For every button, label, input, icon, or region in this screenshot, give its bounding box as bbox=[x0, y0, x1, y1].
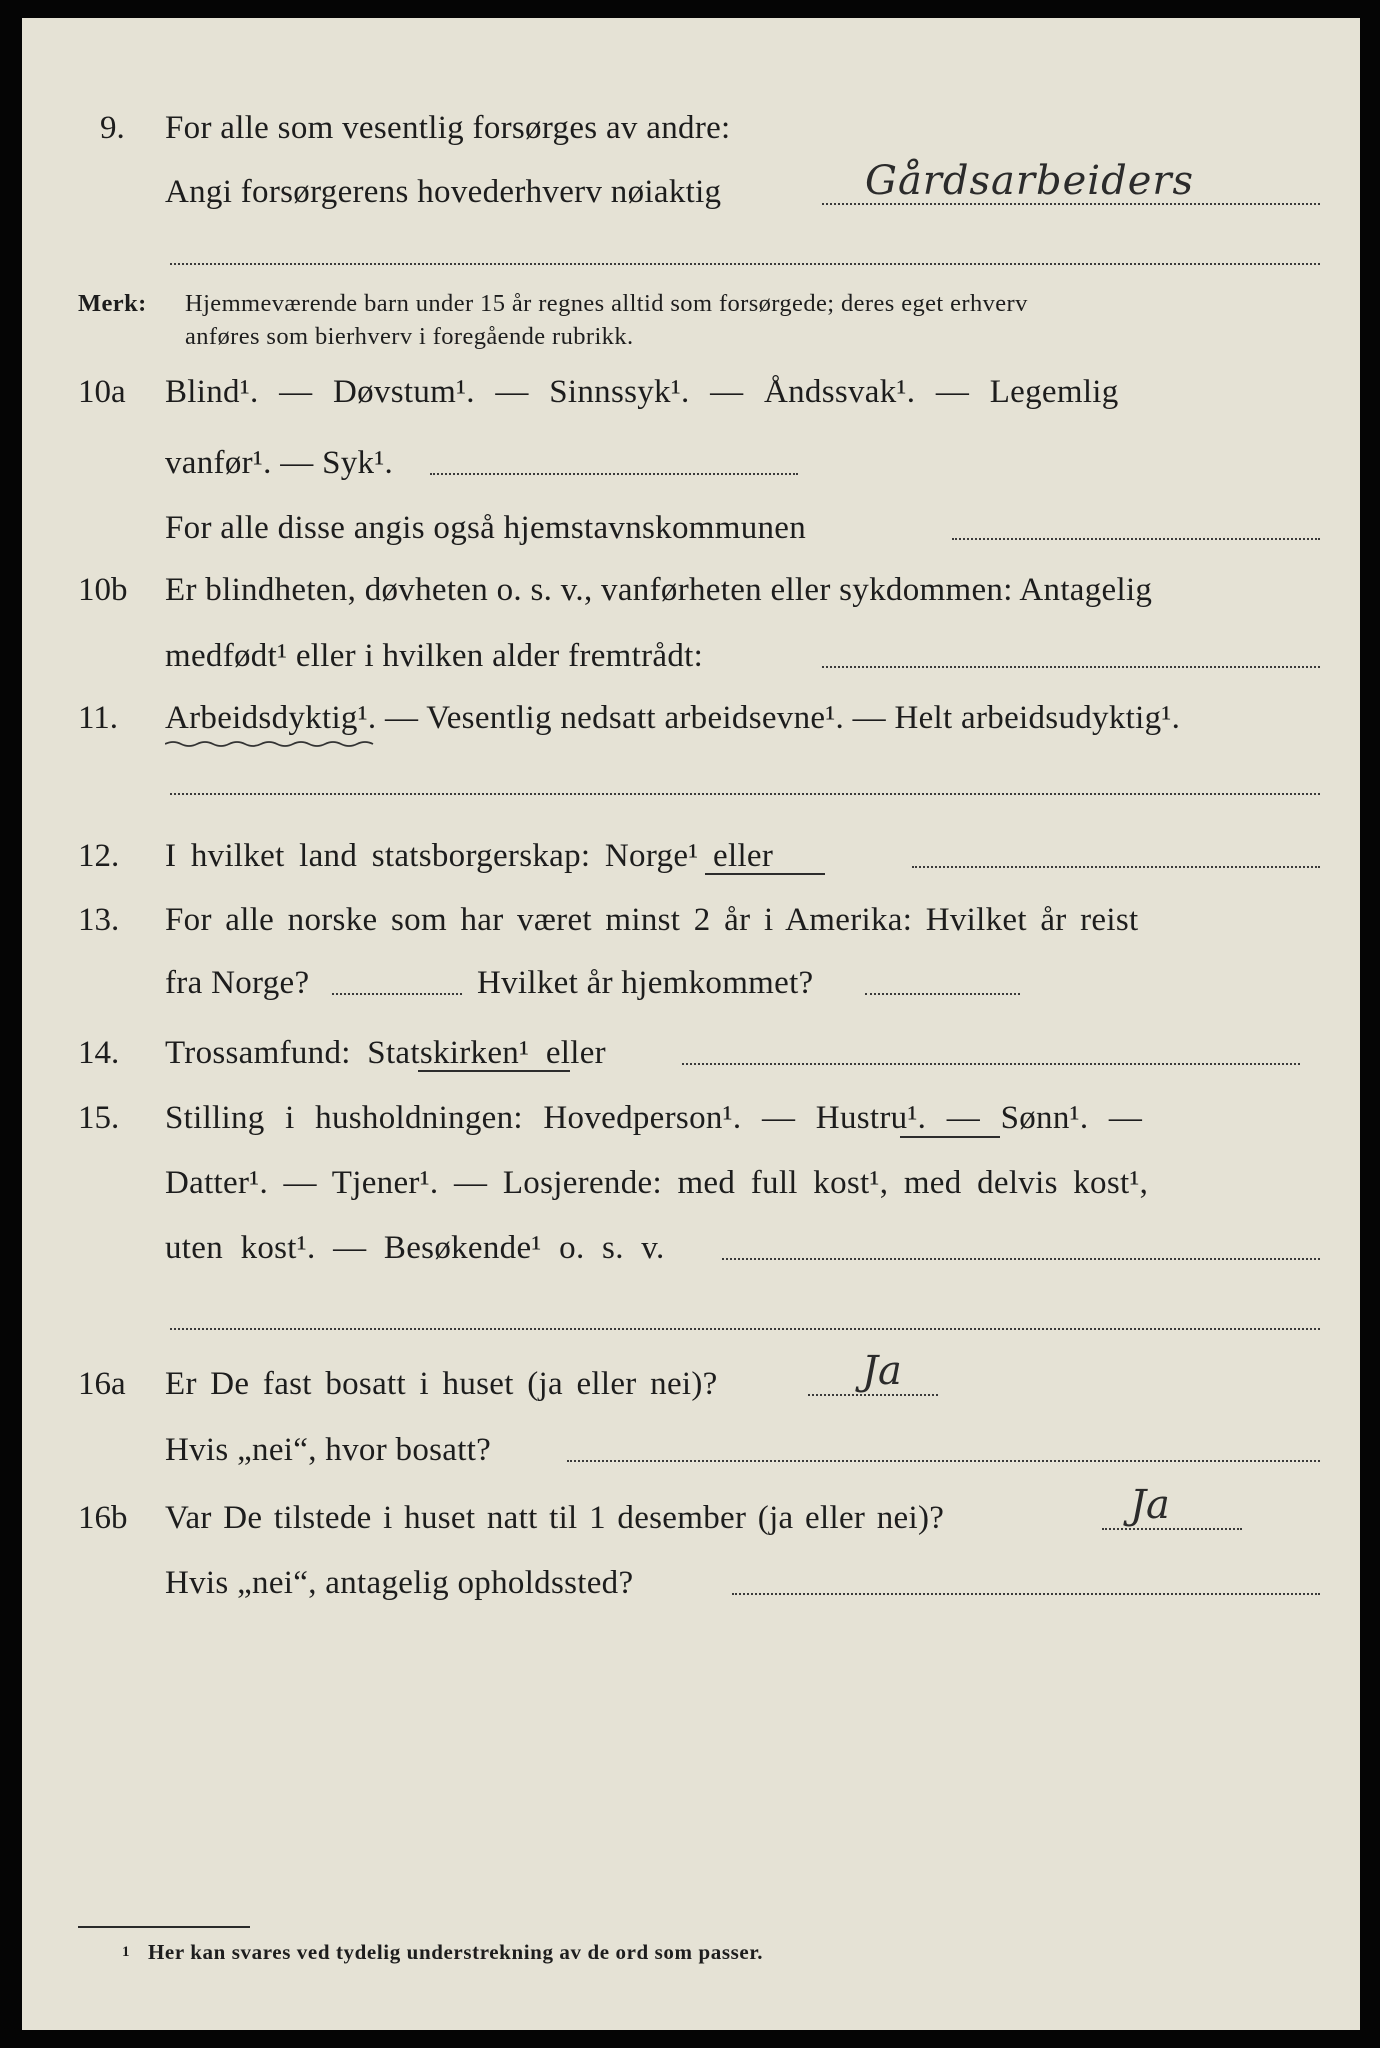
footnote-rule bbox=[78, 1926, 250, 1928]
q14-line1: Trossamfund: Statskirken¹ eller bbox=[165, 1035, 606, 1071]
merk-line2: anføres som bierhverv i foregående rubrikk. bbox=[185, 323, 634, 350]
q13-number: 13. bbox=[78, 902, 120, 938]
census-form-page bbox=[22, 18, 1360, 2030]
q9-line2: Angi forsørgerens hovederhverv nøiaktig bbox=[165, 174, 722, 210]
q9-line1: For alle som vesentlig forsørges av andre: bbox=[165, 110, 731, 146]
q13-line2b: Hvilket år hjemkommet? bbox=[477, 965, 814, 1001]
q14-statskirken-underline bbox=[418, 1070, 570, 1072]
q10a-number: 10a bbox=[78, 374, 126, 410]
q12-line1: I hvilket land statsborgerskap: Norge¹ eller bbox=[165, 838, 774, 874]
q13-line1: For alle norske som har været minst 2 år i Amerika: Hvilket år reist bbox=[165, 902, 1139, 938]
footnote-mark: 1 bbox=[122, 1944, 131, 1960]
q12-number: 12. bbox=[78, 838, 120, 874]
q13-reist-line bbox=[332, 993, 462, 995]
q11-extra-line bbox=[170, 793, 1320, 795]
q9-answer-line bbox=[822, 203, 1320, 205]
q10a-line1: Blind¹. — Døvstum¹. — Sinnssyk¹. — Åndssvak¹. — Legemlig bbox=[165, 374, 1119, 410]
q10b-line1: Er blindheten, døvheten o. s. v., vanførheten eller sykdommen: Antagelig bbox=[165, 572, 1153, 608]
q10a-line3: For alle disse angis også hjemstavnskommunen bbox=[165, 510, 807, 546]
merk-line1: Hjemmeværende barn under 15 år regnes alltid som forsørgede; deres eget erhverv bbox=[185, 290, 1028, 317]
q10b-answer-line bbox=[822, 666, 1320, 668]
q16a-answer-line bbox=[808, 1394, 938, 1396]
q15-line1: Stilling i husholdningen: Hovedperson¹. — Hustru¹. — Sønn¹. — bbox=[165, 1100, 1143, 1136]
footnote-text: Her kan svares ved tydelig understrekning av de ord som passer. bbox=[148, 1940, 764, 1964]
q14-answer-line bbox=[682, 1063, 1300, 1065]
q12-answer-line bbox=[912, 866, 1320, 868]
q11-line1: Arbeidsdyktig¹. — Vesentlig nedsatt arbeidsevne¹. — Helt arbeidsudyktig¹. bbox=[165, 700, 1181, 736]
q13-line2a: fra Norge? bbox=[165, 965, 310, 1001]
q15-number: 15. bbox=[78, 1100, 120, 1136]
q9-extra-line bbox=[170, 263, 1320, 265]
q15-extra-line bbox=[170, 1328, 1320, 1330]
q16b-line2: Hvis „nei“, antagelig opholdssted? bbox=[165, 1565, 634, 1601]
q9-number: 9. bbox=[100, 110, 125, 146]
q16a-number: 16a bbox=[78, 1366, 126, 1402]
q11-wavy-underline bbox=[165, 740, 375, 748]
q16a-handwritten-answer: Ja bbox=[862, 1348, 902, 1394]
q16b-answer-line bbox=[1102, 1528, 1242, 1530]
q10b-number: 10b bbox=[78, 572, 128, 608]
q16a-line2: Hvis „nei“, hvor bosatt? bbox=[165, 1432, 492, 1468]
q10a-line2: vanfør¹. — Syk¹. bbox=[165, 445, 394, 481]
q10b-line2: medfødt¹ eller i hvilken alder fremtrådt: bbox=[165, 638, 704, 674]
q9-handwritten-answer: Gårdsarbeiders bbox=[865, 158, 1195, 204]
q10a-syk-line bbox=[430, 473, 798, 475]
q15-hustru-underline bbox=[900, 1136, 1000, 1138]
q15-line2: Datter¹. — Tjener¹. — Losjerende: med full kost¹, med delvis kost¹, bbox=[165, 1165, 1149, 1201]
q16b-line1: Var De tilstede i huset natt til 1 desember (ja eller nei)? bbox=[165, 1500, 945, 1536]
q16a-bosatt-line bbox=[567, 1460, 1320, 1462]
q12-norge-underline bbox=[705, 873, 825, 875]
q11-number: 11. bbox=[78, 700, 119, 736]
q13-hjemkommet-line bbox=[865, 993, 1020, 995]
q16a-line1: Er De fast bosatt i huset (ja eller nei)? bbox=[165, 1366, 718, 1402]
merk-label: Merk: bbox=[78, 290, 147, 317]
q16b-opholdssted-line bbox=[732, 1593, 1320, 1595]
q16b-number: 16b bbox=[78, 1500, 128, 1536]
q14-number: 14. bbox=[78, 1035, 120, 1071]
q16b-handwritten-answer: Ja bbox=[1130, 1482, 1170, 1528]
q15-line3: uten kost¹. — Besøkende¹ o. s. v. bbox=[165, 1230, 665, 1266]
q15-answer-line bbox=[722, 1258, 1320, 1260]
q10a-hjemstavn-line bbox=[952, 538, 1320, 540]
